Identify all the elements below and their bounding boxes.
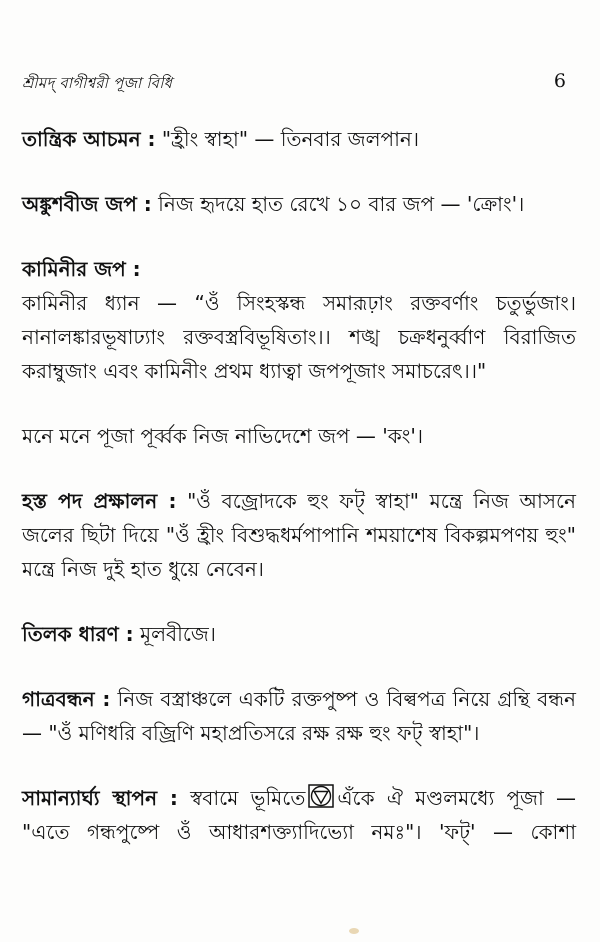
triangle-in-circle-in-square-icon: [308, 784, 334, 808]
gatra-bandhan-heading: গাত্রবন্ধন :: [22, 687, 111, 711]
tilak-heading: তিলক ধারণ :: [22, 622, 134, 646]
kamini-japa-paragraph: [22, 252, 576, 388]
page-number: 6: [553, 70, 566, 92]
mental-japa-paragraph: [22, 419, 576, 453]
kamini-line-1: কামিনীর ধ্যান — “ওঁ সিংহস্কন্ধ সমারূঢ়াং রক্তবর্ণাং চতুর্ভুজাং।: [22, 291, 576, 315]
gatra-bandhan-line-2: — "ওঁ মণিধরি বজ্রিণি মহাপ্রতিসরে রক্ষ রক্ষ হুং ফট্ স্বাহা"।: [22, 721, 480, 745]
ankush-japa-heading: অঙ্কুশবীজ জপ :: [22, 192, 152, 216]
kamini-line-3: করাম্বুজাং এবং কামিনীং প্রথম ধ্যাত্বা জপপূজাং সমাচরেৎ।।": [22, 359, 487, 383]
tilak-text: মূলবীজে।: [133, 622, 216, 646]
samanya-arghya-line-1: [22, 781, 576, 815]
tilak-paragraph: [22, 617, 576, 651]
samanya-arghya-paragraph: [22, 781, 576, 849]
hasta-pada-line-1: [22, 484, 576, 518]
hasta-pada-paragraph: [22, 484, 576, 586]
tantric-achaman-text: "হ্রীং স্বাহা" — তিনবার জলপান।: [155, 127, 419, 151]
samanya-arghya-after-icon: এঁকে ঐ মণ্ডলমধ্যে পূজা —: [337, 786, 576, 810]
mental-japa-text: মনে মনে পূজা পূর্ব্বক নিজ নাভিদেশে জপ — 'কং'।: [22, 424, 424, 448]
samanya-arghya-line-2: "এতে গন্ধপুষ্পে ওঁ আধারশক্ত্যাদিভ্যো নমঃ"। 'ফট্' — কোশা: [22, 820, 576, 844]
hasta-pada-heading: হস্ত পদ প্রক্ষালন :: [22, 489, 177, 513]
hasta-pada-line-3: মন্ত্রে নিজ দুই হাত ধুয়ে নেবেন।: [22, 557, 264, 581]
running-title: শ্রীমদ্ বাগীশ্বরী পূজা বিধি: [22, 74, 173, 92]
kamini-line-2: নানালঙ্কারভূষাঢ্যাং রক্তবস্ত্রবিভূষিতাং।। শঙ্খ চক্রধনুর্ব্বাণ বিরাজিত: [22, 325, 576, 349]
ankush-japa-paragraph: [22, 187, 576, 221]
page-header: [22, 72, 566, 102]
tantric-achaman-heading: তান্ত্রিক আচমন :: [22, 127, 156, 151]
page-content: [22, 122, 576, 880]
hasta-pada-line-1-text: "ওঁ বজ্রোদকে হুং ফট্ স্বাহা" মন্ত্রে নিজ আসনে: [176, 489, 576, 513]
gatra-bandhan-paragraph: [22, 682, 576, 750]
tantric-achaman-paragraph: [22, 122, 576, 156]
page-stain-mark: [349, 928, 359, 934]
samanya-arghya-heading: সামান্যার্ঘ্য স্থাপন :: [22, 786, 178, 810]
kamini-japa-heading: কামিনীর জপ :: [22, 257, 141, 281]
gatra-bandhan-line-1-text: নিজ বস্ত্রাঞ্চলে একটি রক্তপুষ্প ও বিল্বপত্র নিয়ে গ্রন্থি বন্ধন: [110, 687, 576, 711]
hasta-pada-line-2: জলের ছিটা দিয়ে "ওঁ হ্রীং বিশুদ্ধধর্মপাপানি শময়াশেষ বিকল্পমপণয় হুং": [22, 523, 576, 547]
gatra-bandhan-line-1: [22, 682, 576, 716]
ankush-japa-text: নিজ হৃদয়ে হাত রেখে ১০ বার জপ — 'ক্রোং'।: [151, 192, 525, 216]
samanya-arghya-before-icon: স্ববামে ভূমিতে: [177, 786, 306, 810]
